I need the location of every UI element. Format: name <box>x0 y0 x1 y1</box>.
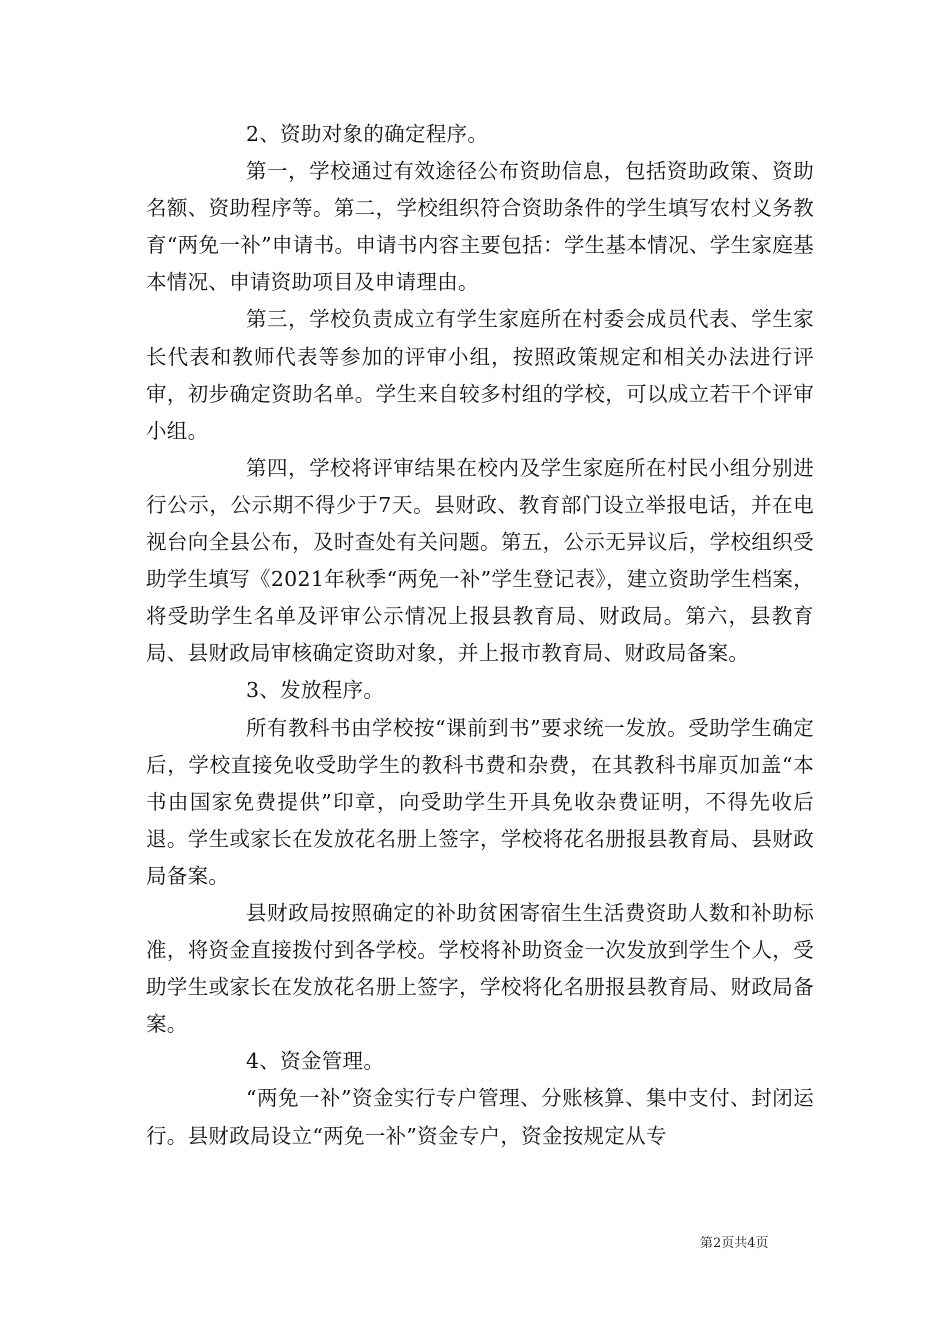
paragraph-step-4-6: 第四，学校将评审结果在校内及学生家庭所在村民小组分别进行公示，公示期不得少于7天。县财政、教育部门设立举报电话，并在电视台向全县公布，及时查处有关问题。第五，公示无异议后，学校组织受助学生填写《2021年秋季“两免一补”学生登记表》，建立资助学生档案，将受助学生名单及评审公示情况上报县教育局、财政局。第六，县教育局、县财政局审核确定资助对象，并上报市教育局、财政局备案。 <box>146 455 814 666</box>
paragraph-step-3: 第三，学校负责成立有学生家庭所在村委会成员代表、学生家长代表和教师代表等参加的评审小组，按照政策规定和相关办法进行评审，初步确定资助名单。学生来自较多村组的学校，可以成立若干个评审小组。 <box>146 307 814 443</box>
page-number-footer: 第2页共4页 <box>700 1236 769 1251</box>
paragraph-textbook-distribution: 所有教科书由学校按“课前到书”要求统一发放。受助学生确定后，学校直接免收受助学生的教科书费和杂费，在其教科书扉页加盖“本书由国家免费提供”印章，向受助学生开具免收杂费证明，不得先收后退。学生或家长在发放花名册上签字，学校将花名册报县教育局、县财政局备案。 <box>146 715 814 888</box>
section-heading-4: 4、资金管理。 <box>246 1049 385 1074</box>
document-body <box>146 116 814 1155</box>
section-heading-2: 2、资助对象的确定程序。 <box>246 122 489 146</box>
paragraph-step-1-2: 第一，学校通过有效途径公布资助信息，包括资助政策、资助名额、资助程序等。第二，学校组织符合资助条件的学生填写农村义务教育“两免一补”申请书。申请书内容主要包括：学生基本情况、学生家庭基本情况、申请资助项目及申请理由。 <box>146 159 814 295</box>
paragraph-fund-management: “两免一补”资金实行专户管理、分账核算、集中支付、封闭运行。县财政局设立“两免一补”资金专户，资金按规定从专 <box>146 1086 814 1148</box>
section-heading-3: 3、发放程序。 <box>246 678 385 703</box>
paragraph-subsidy-payment: 县财政局按照确定的补助贫困寄宿生生活费资助人数和补助标准，将资金直接拨付到各学校。学校将补助资金一次发放到学生个人，受助学生或家长在发放花名册上签字，学校将化名册报县教育局、财政局备案。 <box>146 900 814 1037</box>
